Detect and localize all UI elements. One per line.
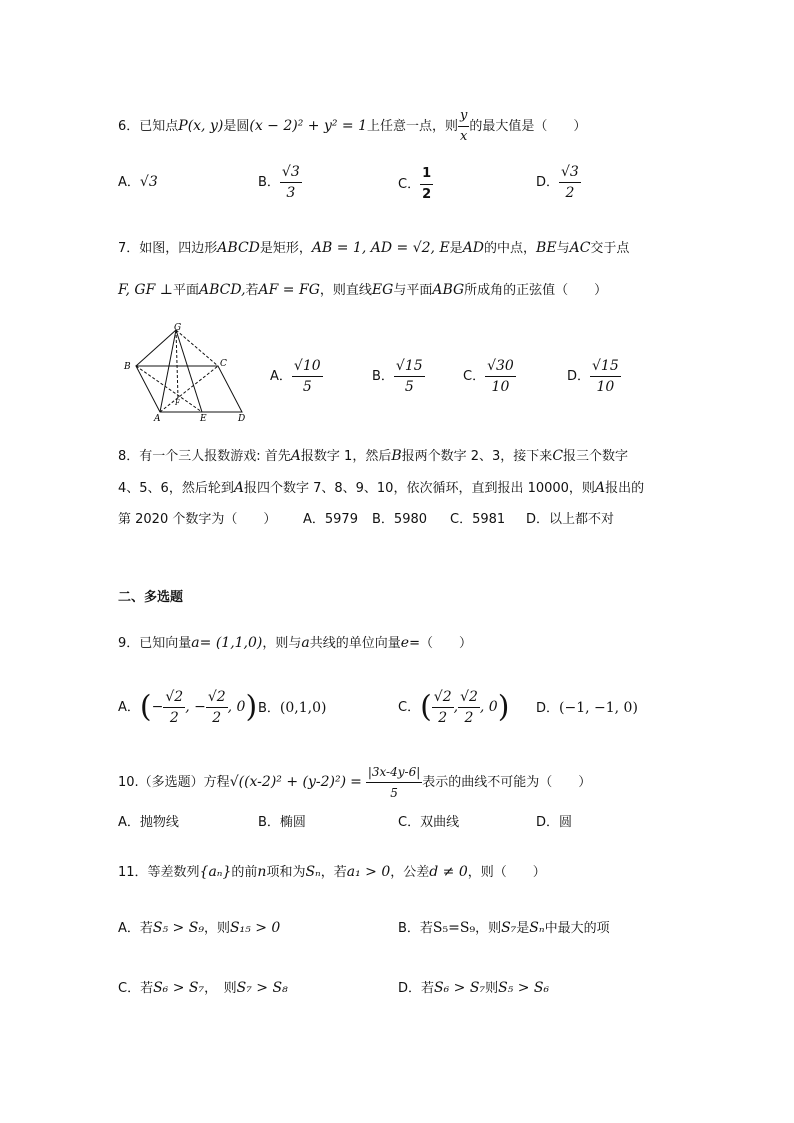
q7-option-a-num: √10	[293, 358, 321, 374]
q10-text: 表示的曲线不可能为（ ）	[422, 775, 592, 790]
q6-option-d-frac	[559, 162, 581, 203]
q6-point: P(x, y)	[178, 118, 224, 134]
q7-text: 是矩形，	[259, 241, 312, 256]
q6-option-c-den: 2	[420, 184, 433, 205]
question-6-stem	[118, 106, 586, 147]
q11-c-then: ， 则	[204, 981, 237, 996]
q7-condition: AB = 1, AD = √2, E	[311, 240, 450, 256]
q8-text: 4、5、6，然后轮到	[118, 481, 234, 496]
q9-c-rest: , 0	[479, 699, 498, 715]
q7-option-c-label: C．	[463, 369, 486, 384]
q8-a: A	[594, 480, 606, 496]
q7-option-b-den: 5	[394, 376, 425, 397]
q8-option-b[interactable]: B．5980	[372, 512, 428, 527]
q7-option-a[interactable]	[270, 356, 323, 397]
question-9-stem	[118, 633, 472, 654]
q9-option-a[interactable]	[118, 687, 257, 728]
q11-d-result: S₅ > S₆	[498, 980, 550, 996]
q9-a-frac2	[206, 687, 228, 728]
q6-option-a-value: √3	[139, 174, 158, 190]
q10-fraction	[366, 762, 422, 803]
q9-option-a-label: A．	[118, 700, 140, 715]
edge-gf	[176, 330, 178, 398]
q7-abcd2: ABCD,	[198, 282, 246, 298]
q6-option-b-label: B．	[258, 175, 280, 190]
q11-a-cond: S₅ > S₉	[152, 920, 204, 936]
q8-a: A	[233, 480, 244, 496]
q11-text: ，若	[320, 865, 347, 880]
q7-be: BE	[536, 240, 557, 256]
q7-option-c-den: 10	[485, 376, 516, 397]
q11-option-c[interactable]	[118, 978, 288, 999]
q8-text: 第 2020 个数字为（ ）	[118, 512, 277, 527]
q10-frac-num: |3x-4y-6|	[367, 765, 421, 779]
q6-option-c[interactable]	[398, 164, 433, 205]
q7-option-c-num: √30	[487, 358, 514, 374]
q7-option-d-label: D．	[567, 369, 591, 384]
q11-cond-a1: a₁ > 0	[346, 864, 391, 880]
q11-b-label: B．若	[398, 921, 433, 936]
question-11-stem	[118, 862, 546, 883]
q9-vector-a: a	[301, 635, 310, 651]
q7-text: 若	[245, 283, 259, 298]
q9-a-den1: 2	[163, 707, 185, 728]
q9-a-rest: , 0	[227, 699, 246, 715]
q6-tail: 的最大值是（ ）	[469, 119, 587, 134]
question-8-line3	[118, 510, 276, 530]
edge-gc	[176, 330, 218, 366]
question-7-stem-line2	[118, 280, 607, 301]
q7-option-a-frac	[292, 356, 323, 397]
q7-text: 与	[556, 241, 570, 256]
q8-c: C	[552, 448, 564, 464]
q9-a-paren-open: (	[139, 689, 152, 725]
q9-text: ，则与	[262, 636, 302, 651]
q7-abg: ABG	[432, 282, 465, 298]
q9-option-b[interactable]	[258, 698, 326, 719]
q6-option-d-label: D．	[536, 175, 560, 190]
q11-a-label: A．若	[118, 921, 153, 936]
q9-c-paren-close: )	[497, 689, 510, 725]
question-10-stem	[118, 762, 591, 803]
q7-gf: F, GF ⊥	[118, 282, 173, 298]
label-g: G	[174, 323, 182, 333]
q8-text: 报出的	[605, 481, 645, 496]
label-a: A	[154, 414, 161, 424]
q11-d-then: 则	[485, 981, 499, 996]
q11-sequence: {aₙ}	[199, 864, 232, 880]
q9-c-paren-open: (	[420, 689, 432, 725]
question-7-stem-line1	[118, 238, 629, 259]
q8-b: B	[391, 448, 402, 464]
q9-vector-e: e	[400, 635, 410, 651]
q9-a-num2: √2	[207, 689, 226, 705]
q6-option-c-label: C．	[398, 177, 421, 192]
edge-ge	[176, 330, 202, 412]
q6-lead: 6．已知点	[118, 119, 179, 134]
label-e: E	[200, 414, 207, 424]
q7-eg: EG	[371, 282, 394, 298]
q7-ac: AC	[569, 240, 591, 256]
q9-option-d-label: D．	[536, 701, 560, 716]
q11-text: 11．等差数列	[118, 865, 200, 880]
q6-option-d[interactable]	[536, 162, 581, 203]
q9-a-minus: −	[151, 699, 164, 715]
q7-option-c[interactable]	[463, 356, 516, 397]
q7-af-fg: AF = FG	[258, 282, 320, 298]
q11-option-d[interactable]	[398, 978, 549, 999]
q11-a-then: ，则	[203, 921, 230, 936]
q9-a-minus2: , −	[185, 699, 206, 715]
q11-b-mid: 是	[516, 921, 530, 936]
label-d: D	[238, 414, 246, 424]
q6-option-b-den: 3	[280, 182, 302, 203]
edge-ac	[160, 366, 218, 412]
q6-option-c-frac	[420, 164, 433, 205]
q7-option-c-frac	[485, 356, 516, 397]
q9-option-c-label: C．	[398, 700, 421, 715]
q6-option-d-den: 2	[559, 182, 581, 203]
q11-b-tail: 中最大的项	[544, 921, 610, 936]
q11-c-label: C．若	[118, 981, 154, 996]
q11-c-cond: S₆ > S₇	[153, 980, 205, 996]
q11-text: ，公差	[390, 865, 430, 880]
q11-d-label: D．若	[398, 981, 435, 996]
q11-a-result: S₁₅ > 0	[229, 920, 281, 936]
q6-option-b-num: √3	[281, 164, 300, 180]
q11-text: ，则（ ）	[467, 865, 546, 880]
q9-c-den1: 2	[432, 707, 454, 728]
q9-text: 9．已知向量	[118, 636, 192, 651]
q9-a-den2: 2	[206, 707, 228, 728]
q9-vector-value: = (1,1,0)	[199, 635, 263, 651]
question-8-line1	[118, 446, 628, 467]
q8-option-c[interactable]: C．5981	[450, 512, 506, 527]
q11-b-s7: S₇	[501, 920, 517, 936]
q8-option-a[interactable]: A．5979	[303, 512, 358, 527]
q9-option-b-value: (0,1,0)	[279, 700, 327, 716]
q10-option-a[interactable]: A．抛物线	[118, 815, 179, 830]
q6-text: 是圆	[223, 119, 250, 134]
q9-c-num1: √2	[433, 689, 452, 705]
q7-option-d-num: √15	[592, 358, 619, 374]
q8-text: 报两个数字 2、3，接下来	[401, 449, 553, 464]
q6-option-c-num: 1	[422, 166, 432, 181]
q9-a-frac1	[163, 687, 185, 728]
q9-a-num1: √2	[165, 689, 184, 705]
q9-option-d-value: (−1, −1, 0)	[559, 700, 638, 716]
q9-option-b-label: B．	[258, 701, 280, 716]
q6-option-d-num: √3	[561, 164, 579, 180]
q10-equals: =	[350, 774, 362, 790]
q11-c-result: S₇ > S₈	[236, 980, 288, 996]
q7-text: 与平面	[393, 283, 433, 298]
q11-b-sn: Sₙ	[529, 920, 545, 936]
q9-c-frac2	[458, 687, 480, 728]
question-8-line2	[118, 478, 644, 499]
q7-option-d[interactable]	[567, 356, 621, 397]
q8-text: 8．有一个三人报数游戏: 首先	[118, 449, 291, 464]
q9-vector-a: a	[191, 635, 200, 651]
q10-option-d[interactable]: D．圆	[536, 815, 573, 830]
q6-frac-den: x	[458, 126, 469, 147]
q6-option-b-frac	[280, 162, 302, 203]
q7-text: 的中点，	[484, 241, 537, 256]
q11-option-a[interactable]	[118, 918, 280, 939]
q7-text: 7．如图，四边形	[118, 241, 218, 256]
q7-option-a-den: 5	[292, 376, 323, 397]
q9-option-c[interactable]	[398, 687, 509, 728]
q7-text: 交于点	[590, 241, 630, 256]
q8-a: A	[290, 448, 301, 464]
q7-pyramid-figure	[118, 322, 254, 426]
section-multi-choice-title: 二、多选题	[118, 590, 184, 605]
q7-abcd: ABCD	[217, 240, 260, 256]
q7-text: ，则直线	[319, 283, 372, 298]
q11-d-cond: S₆ > S₇	[434, 980, 486, 996]
q6-frac-num: y	[460, 108, 468, 123]
label-b: B	[124, 362, 131, 372]
q6-circle-equation: (x − 2)² + y² = 1	[249, 118, 368, 134]
q11-b-cond: S₅=S₉	[432, 920, 476, 936]
q11-b-then: ，则	[475, 921, 502, 936]
q9-option-d[interactable]	[536, 698, 638, 719]
q6-text2: 上任意一点，则	[367, 119, 459, 134]
q9-c-den2: 2	[458, 707, 480, 728]
q7-option-b[interactable]	[372, 356, 425, 397]
q11-text: 的前	[231, 865, 258, 880]
q9-c-frac1	[432, 687, 454, 728]
q7-option-b-num: √15	[395, 358, 423, 374]
q7-option-d-den: 10	[590, 376, 621, 397]
q10-option-c[interactable]: C．双曲线	[398, 815, 460, 830]
q11-sn: Sₙ	[305, 864, 321, 880]
q8-text: 报四个数字 7、8、9、10，依次循环，直到报出 10000，则	[243, 481, 595, 496]
q9-text: 共线的单位向量	[309, 636, 401, 651]
q6-option-a-label: A．	[118, 175, 140, 190]
q9-c-num2: √2	[460, 689, 478, 705]
q7-text: 所成角的正弦值（ ）	[464, 283, 608, 298]
q6-fraction	[458, 106, 469, 147]
q8-text: 报三个数字	[563, 449, 629, 464]
q10-text: 10.（多选题）方程	[118, 775, 230, 790]
q10-option-b[interactable]: B．椭圆	[258, 815, 306, 830]
q10-sqrt-expression: √((x-2)² + (y-2)²)	[229, 774, 347, 790]
q8-text: 报数字 1，然后	[300, 449, 392, 464]
q9-a-paren-close: )	[245, 689, 258, 725]
q7-option-b-label: B．	[372, 369, 394, 384]
q7-option-d-frac	[590, 356, 621, 397]
q7-option-b-frac	[394, 356, 425, 397]
q11-option-b[interactable]	[398, 918, 610, 939]
q9-text: =（ ）	[409, 636, 472, 651]
q7-ad: AD	[462, 240, 485, 256]
q7-option-a-label: A．	[270, 369, 292, 384]
label-f: F	[175, 399, 180, 407]
q8-option-d[interactable]: D．以上都不对	[526, 512, 615, 527]
q6-option-b[interactable]	[258, 162, 302, 203]
q11-n: n	[257, 864, 267, 880]
q7-text: 平面	[172, 283, 199, 298]
q11-text: 项和为	[266, 865, 306, 880]
q10-frac-den: 5	[366, 782, 422, 803]
q7-text: 是	[449, 241, 463, 256]
q9-c-comma: ,	[453, 699, 459, 715]
q6-option-a[interactable]	[118, 172, 158, 193]
label-c: C	[220, 359, 227, 369]
q11-cond-d: d ≠ 0	[429, 864, 468, 880]
